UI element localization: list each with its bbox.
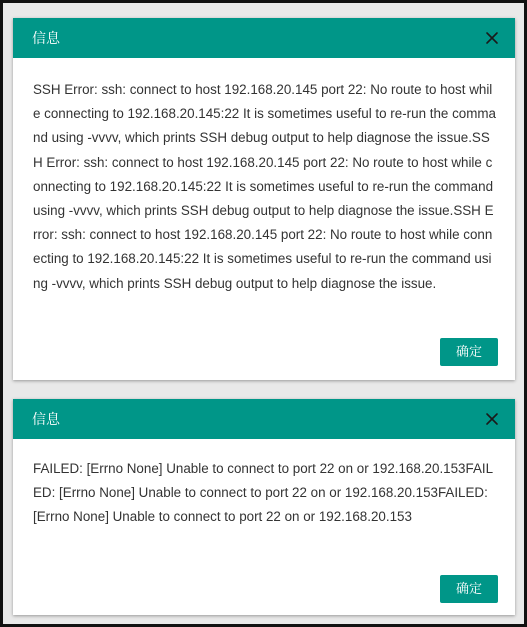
info-dialog-ssh-error bbox=[13, 18, 515, 380]
confirm-button[interactable]: 确定 bbox=[440, 575, 498, 603]
close-icon[interactable] bbox=[483, 410, 501, 428]
dialog-header bbox=[13, 399, 515, 439]
close-icon[interactable] bbox=[483, 29, 501, 47]
dialog-title: 信息 bbox=[32, 30, 60, 46]
confirm-button[interactable]: 确定 bbox=[440, 338, 498, 366]
dialog-message: FAILED: [Errno None] Unable to connect to port 22 on or 192.168.20.153FAILED: [Errno None] Unable to connect to port 22 on or 192.168.20.153FAILED: [Errno None] Unable to connect to port 22 on or 192.168.20.153 bbox=[33, 461, 494, 525]
info-dialog-connect-failed bbox=[13, 399, 515, 615]
dialog-message: SSH Error: ssh: connect to host 192.168.20.145 port 22: No route to host while connecting to 192.168.20.145:22 It is sometimes useful to re-run the command using -vvvv, which prints SSH debug output to help diagnose the issue.SSH Error: ssh: connect to host 192.168.20.145 port 22: No route to host while connecting to 192.168.20.145:22 It is sometimes useful to re-run the command using -vvvv, which prints SSH debug output to help diagnose the issue.SSH Error: ssh: connect to host 192.168.20.145 port 22: No route to host while connecting to 192.168.20.145:22 It is sometimes useful to re-run the command using -vvvv, which prints SSH debug output to help diagnose the issue. bbox=[33, 82, 496, 291]
dialog-title: 信息 bbox=[32, 411, 60, 427]
dialog-header bbox=[13, 18, 515, 58]
